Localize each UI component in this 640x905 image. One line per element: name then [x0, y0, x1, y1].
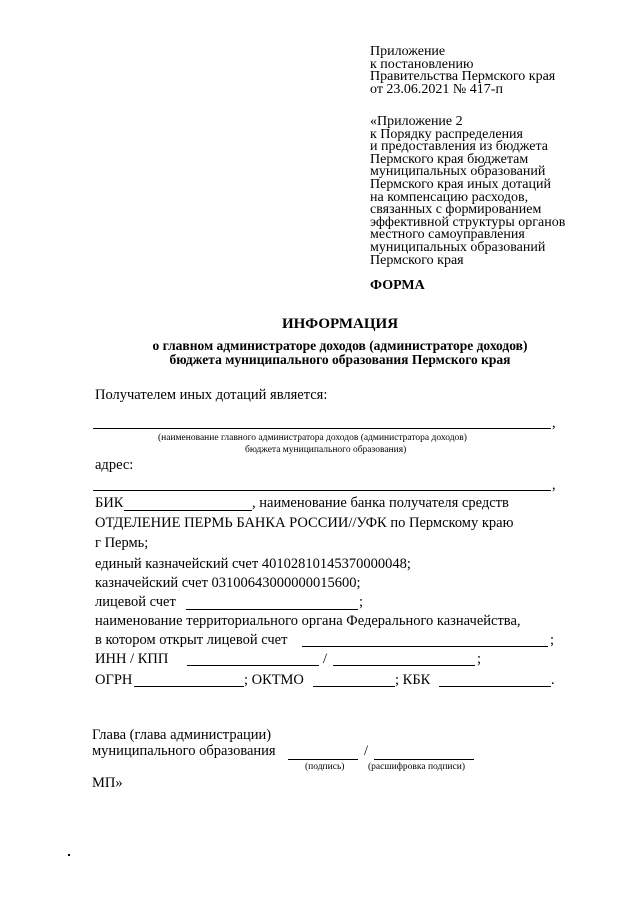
appendix-header-line: Правительства Пермского края	[370, 69, 556, 85]
kpp-field	[333, 665, 475, 666]
recipient-hint-line2: бюджета муниципального образования)	[245, 445, 407, 455]
kbk-label: ; КБК	[395, 672, 431, 688]
address-comma: ,	[552, 477, 556, 493]
appendix-header	[370, 46, 555, 96]
inn-kpp-end: ;	[477, 651, 482, 667]
recipient-comma: ,	[552, 415, 556, 431]
head-title-line1: Глава (глава администрации)	[92, 727, 272, 743]
signature-slash: /	[364, 743, 369, 759]
kbk-field	[439, 686, 551, 687]
single-treasury-account: единый казначейский счет 40102810145370000048;	[95, 556, 411, 572]
bik-rest-text: , наименование банка получателя средств	[252, 495, 509, 511]
document-subtitle-line2: бюджета муниципального образования Пермского края	[169, 352, 511, 367]
signature-decode-hint: (расшифровка подписи)	[368, 762, 465, 772]
appendix2-header-line: связанных с формированием	[370, 202, 542, 218]
signature-decode-field	[374, 759, 474, 760]
address-label: адрес:	[95, 457, 134, 473]
appendix2-header-line: Пермского края бюджетам	[370, 151, 529, 167]
appendix2-header-line: «Приложение 2	[370, 114, 463, 129]
ogrn-field	[134, 686, 244, 687]
opened-account-field	[302, 646, 548, 647]
inn-kpp-label: ИНН / КПП	[95, 651, 169, 667]
personal-account-end: ;	[359, 594, 364, 610]
recipient-label: Получателем иных дотаций является:	[95, 387, 328, 403]
bik-field	[124, 510, 252, 511]
appendix2-header-line: на компенсацию расходов,	[370, 189, 529, 205]
appendix2-header-line: муниципальных образований	[370, 239, 546, 255]
recipient-name-field	[93, 428, 551, 429]
oktmo-label: ; ОКТМО	[244, 672, 304, 688]
territorial-body-line: наименование территориального органа Федерального казначейства,	[95, 613, 521, 629]
appendix2-header-line: к Порядку распределения	[370, 126, 523, 142]
appendix-header-line: от 23.06.2021 № 417-п	[370, 81, 503, 97]
bank-name-line: ОТДЕЛЕНИЕ ПЕРМЬ БАНКА РОССИИ//УФК по Пермскому краю	[95, 515, 514, 531]
personal-account-label: лицевой счет	[95, 594, 176, 610]
oktmo-field	[313, 686, 395, 687]
city-line: г Пермь;	[95, 535, 149, 551]
appendix2-header-line: и предоставления из бюджета	[370, 139, 548, 155]
bik-label: БИК	[95, 495, 124, 511]
scan-speck	[68, 854, 70, 856]
document-subtitle-line1: о главном администраторе доходов (администраторе доходов)	[152, 338, 528, 353]
signature-field	[288, 759, 358, 760]
head-title-line2: муниципального образования	[92, 743, 276, 759]
appendix2-header-line: Пермского края иных дотаций	[370, 176, 551, 192]
form-label: ФОРМА	[370, 278, 425, 293]
ogrn-label: ОГРН	[95, 672, 133, 688]
opened-account-label: в котором открыт лицевой счет	[95, 632, 288, 648]
personal-account-field	[186, 609, 358, 610]
appendix2-header-line: местного самоуправления	[370, 227, 525, 243]
document-title: ИНФОРМАЦИЯ	[281, 316, 399, 332]
appendix2-header-line: муниципальных образований	[370, 164, 546, 180]
address-field	[93, 490, 551, 491]
appendix2-header	[370, 116, 565, 267]
appendix2-header-line: эффективной структуры органов	[370, 214, 566, 230]
recipient-hint-line1: (наименование главного администратора доходов (администратора доходов)	[158, 433, 467, 443]
opened-account-end: ;	[550, 632, 555, 648]
inn-kpp-slash: /	[323, 651, 328, 667]
appendix-header-line: Приложение	[370, 44, 446, 59]
signature-hint: (подпись)	[305, 762, 345, 772]
appendix2-header-line: Пермского края	[370, 252, 464, 268]
appendix-header-line: к постановлению	[370, 56, 474, 72]
kbk-end: .	[551, 672, 555, 688]
inn-field	[187, 665, 319, 666]
seal-placeholder: МП»	[92, 775, 123, 791]
treasury-account: казначейский счет 03100643000000015600;	[95, 575, 361, 591]
